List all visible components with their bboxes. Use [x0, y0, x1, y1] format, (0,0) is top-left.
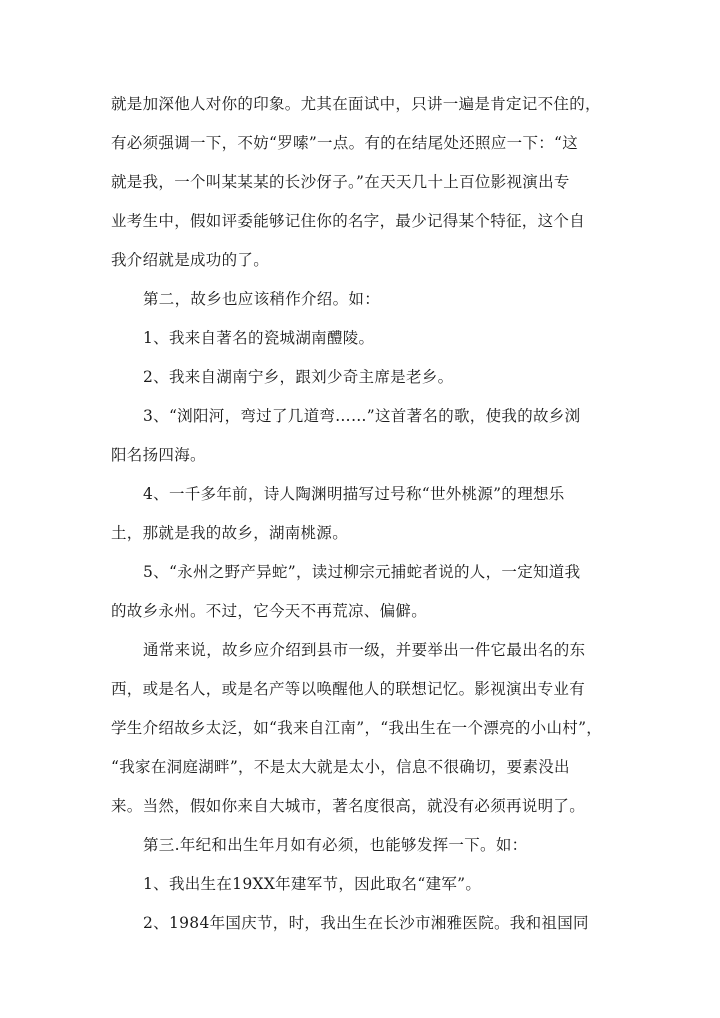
section-heading: 第二，故乡也应该稍作介绍。如： [143, 290, 381, 308]
section-heading: 第三.年纪和出生年月如有必须，也能够发挥一下。如： [143, 836, 528, 854]
list-item: 2、我来自湖南宁乡，跟刘少奇主席是老乡。 [143, 368, 454, 386]
list-item: 5、“永州之野产异蛇”，读过柳宗元捕蛇者说的人，一定知道我 [143, 563, 581, 581]
paragraph-line: 西，或是名人，或是名产等以唤醒他人的联想记忆。影视演出专业有 [111, 680, 586, 698]
paragraph-line: 通常来说，故乡应介绍到县市一级，并要举出一件它最出名的东 [143, 641, 586, 659]
list-item: 1、我来自著名的瓷城湖南醴陵。 [143, 329, 375, 347]
paragraph-line: 有必须强调一下，不妨“罗嗦”一点。有的在结尾处还照应一下：“这 [111, 134, 579, 152]
list-item: 4、一千多年前，诗人陶渊明描写过号称“世外桃源”的理想乐 [143, 485, 565, 503]
paragraph-line: 来。当然，假如你来自大城市，著名度很高，就没有必须再说明了。 [111, 797, 586, 815]
paragraph-line: 学生介绍故乡太泛，如“我来自江南”，“我出生在一个漂亮的小山村”， [111, 719, 603, 737]
list-item: 3、“浏阳河，弯过了几道弯……”这首著名的歌，使我的故乡浏 [143, 407, 581, 425]
paragraph-line: “我家在洞庭湖畔”，不是太大就是太小，信息不很确切，要素没出 [111, 758, 570, 776]
list-item-continuation: 阳名扬四海。 [111, 446, 206, 464]
list-item-continuation: 的故乡永州。不过，它今天不再荒凉、偏僻。 [111, 602, 428, 620]
paragraph-line: 我介绍就是成功的了。 [111, 251, 270, 269]
paragraph-line: 就是我，一个叫某某某的长沙伢子。”在天天几十上百位影视演出专 [111, 173, 570, 191]
paragraph-line: 就是加深他人对你的印象。尤其在面试中，只讲一遍是肯定记不住的， [111, 95, 601, 113]
list-item: 1、我出生在19XX年建军节，因此取名“建军”。 [143, 875, 482, 893]
list-item: 2、1984年国庆节，时，我出生在长沙市湘雅医院。我和祖国同 [143, 914, 589, 932]
paragraph-line: 业考生中，假如评委能够记住你的名字，最少记得某个特征，这个自 [111, 212, 586, 230]
list-item-continuation: 土，那就是我的故乡，湖南桃源。 [111, 524, 349, 542]
